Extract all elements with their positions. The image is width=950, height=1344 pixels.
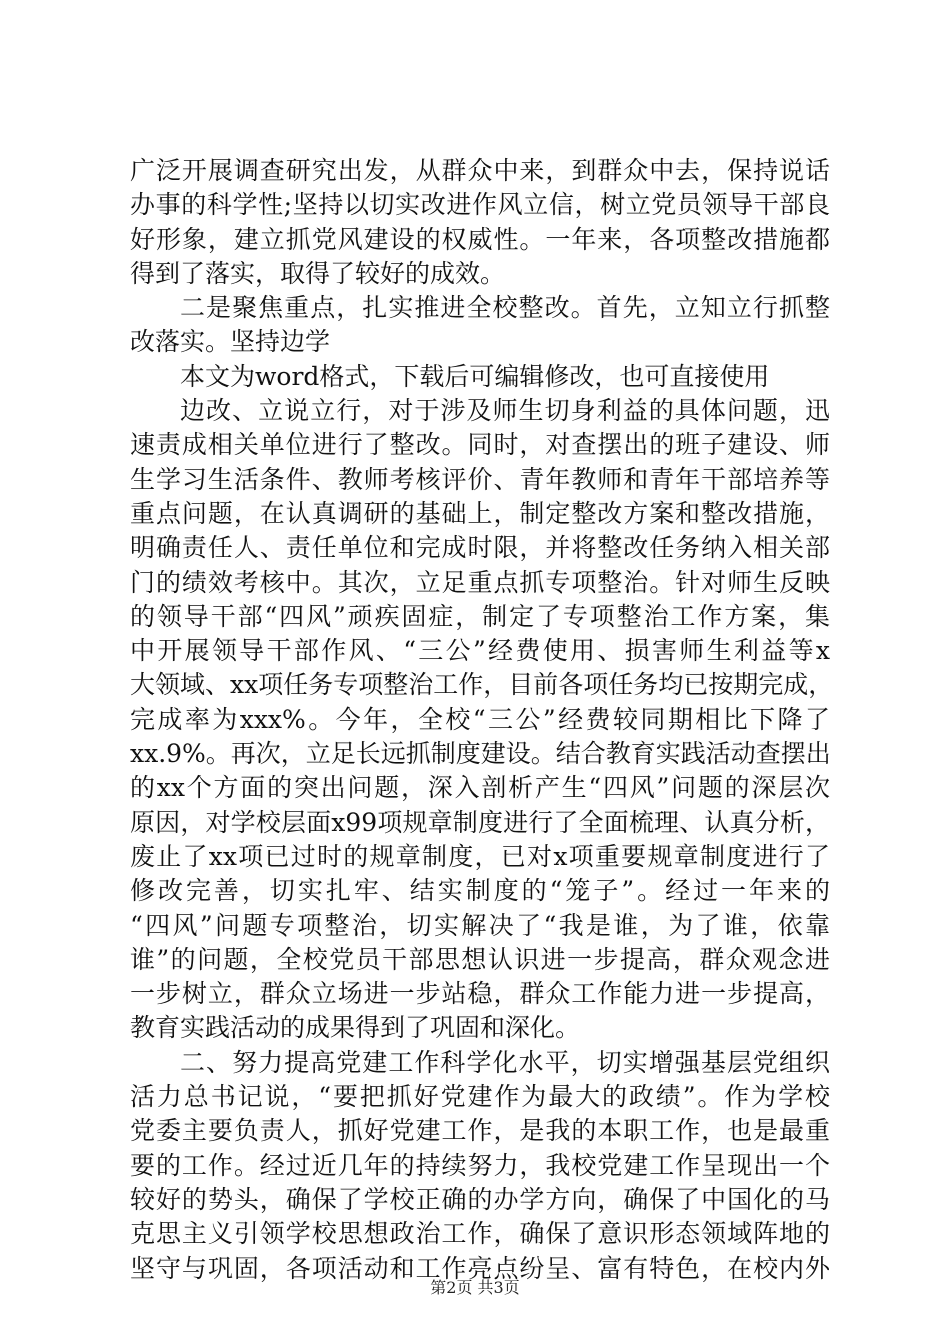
text-line: 大领域、xx项任务专项整治工作，目前各项任务均已按期完成， [130,670,834,700]
text-line: 重点问题，在认真调研的基础上，制定整改方案和整改措施， [130,498,830,528]
text-line: 门的绩效考核中。其次，立足重点抓专项整治。针对师生反映 [130,567,830,597]
text-line: 修改完善，切实扎牢、结实制度的“笼子”。经过一年来的 [130,876,830,906]
text-line: 教育实践活动的成果得到了巩固和深化。 [130,1013,581,1043]
text-line: 生学习生活条件、教师考核评价、青年教师和青年干部培养等 [130,464,830,494]
text-line: 较好的势头，确保了学校正确的办学方向，确保了中国化的马 [130,1184,830,1214]
text-line: 好形象，建立抓党风建设的权威性。一年来，各项整改措施都 [130,224,830,254]
text-line: 改落实。坚持边学 [130,327,331,357]
text-line: 废止了xx项已过时的规章制度，已对x项重要规章制度进行了 [130,841,830,871]
text-line: 坚守与巩固，各项活动和工作亮点纷呈、富有特色，在校内外 [130,1253,830,1283]
text-line: 原因，对学校层面x99项规章制度进行了全面梳理、认真分析， [130,807,830,837]
document-body [130,154,834,1286]
text-line: 边改、立说立行，对于涉及师生切身利益的具体问题，迅 [180,396,830,426]
text-line: “四风”问题专项整治，切实解决了“我是谁，为了谁，依靠 [130,910,830,940]
text-line: 的xx个方面的突出问题，深入剖析产生“四风”问题的深层次 [130,773,830,803]
text-line: 谁”的问题，全校党员干部思想认识进一步提高，群众观念进 [130,944,830,974]
text-line: 二是聚焦重点，扎实推进全校整改。首先，立知立行抓整 [180,293,830,323]
text-line: 一步树立，群众立场进一步站稳，群众工作能力进一步提高， [130,979,830,1009]
page-number-footer: 第2页 共3页 [430,1278,520,1297]
text-line: 得到了落实，取得了较好的成效。 [130,258,506,288]
text-line: 速责成相关单位进行了整改。同时，对查摆出的班子建设、师 [130,430,830,460]
text-line: 办事的科学性;坚持以切实改进作风立信，树立党员领导干部良 [130,190,830,220]
download-note: 本文为word格式，下载后可编辑修改，也可直接使用 [180,361,770,391]
text-line: 广泛开展调查研究出发，从群众中来，到群众中去，保持说话 [130,156,830,185]
text-line: 明确责任人、责任单位和完成时限，并将整改任务纳入相关部 [130,533,830,563]
text-line: 活力总书记说，“要把抓好党建作为最大的政绩”。作为学校 [130,1082,830,1112]
text-line: 党委主要负责人，抓好党建工作，是我的本职工作，也是最重 [130,1116,830,1146]
text-line: 二、努力提高党建工作科学化水平，切实增强基层党组织 [180,1047,830,1077]
text-line: 克思主义引领学校思想政治工作，确保了意识形态领域阵地的 [130,1219,830,1249]
text-line: 要的工作。经过近几年的持续努力，我校党建工作呈现出一个 [130,1150,830,1180]
text-line: 完成率为xxx%。今年，全校“三公”经费较同期相比下降了 [130,704,830,734]
text-line: 的领导干部“四风”顽疾固症，制定了专项整治工作方案，集 [130,601,830,631]
text-line: xx.9%。再次，立足长远抓制度建设。结合教育实践活动查摆出 [130,739,831,769]
text-line: 中开展领导干部作风、“三公”经费使用、损害师生利益等x [130,636,830,666]
